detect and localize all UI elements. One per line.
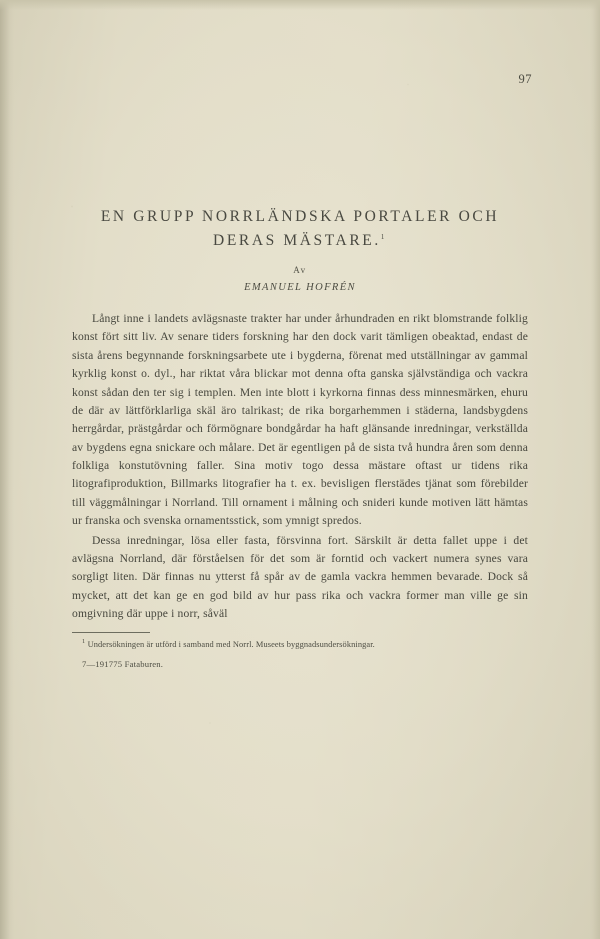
footnote-rule [72,632,150,633]
title-footnote-marker: 1 [380,232,387,241]
page-number: 97 [518,72,532,86]
footnote [72,637,528,651]
page-edge-shadow-top [0,0,600,10]
page-content [72,205,528,669]
page-title [72,205,528,253]
printer-signature: 7—191775 Fataburen. [82,659,164,670]
body-text [72,310,528,623]
page-edge-shadow-left [0,0,14,939]
footnote-text: Undersökningen är utförd i samband med Norrl. Museets byggnadsundersökningar. [87,640,375,650]
page-edge-shadow-right [590,0,600,939]
paragraph-2: Dessa inredningar, lösa eller fasta, försvinna fort. Särskilt är detta fallet uppe i det avlägsna Norrland, där förståelsen för det som är forntid och vackert numera synes vara sorgligt liten. Där finnas nu ytterst få spår av de gamla vackra hemmen bevarade. Dock så mycket, att det kan ge en god bild av hur pass rika och vackra former man ville ge sin omgivning där uppe i norr, såväl [72,533,528,621]
footnote-marker: 1 [82,638,86,646]
page-title-text: EN GRUPP NORRLÄNDSKA PORTALER OCH DERAS MÄSTARE. [100,208,500,250]
author-name: EMANUEL HOFRÉN [244,282,356,294]
paragraph-1: Långt inne i landets avlägsnaste trakter har under århundraden en rikt blomstrande folklig konst fört sitt liv. Av senare tiders forskning har den dock varit tämligen obeaktad, endast de sista årens begynnande forskningsarbete ute i bygderna, förenat med utställningar av gammal kyrklig konst o. dyl., har riktat våra blickar mot denna ofta ganska självständiga och vackra konst sådan den ter sig i templen. Men inte blott i kyrkorna finnas dess minnesmärken, ehuru de där av lättförklarliga skäl äro talrikast; de rika borgarhemmen i städerna, landsbygdens herrgårdar, prästgårdar och förmögnare bondgårdar ha haft glänsande inredningar, verkställda av bygdens egna snickare och målare. Det är egentligen på de sista två hundra åren som denna folkliga konstutövning faller. Sina motiv togo dessa mästare oftast ur tidens rika litografiproduktion, Billmarks litografier ha t. ex. bevisligen flerstädes tjänat som förebilder till väggmålningar i Norrland. Till ornament i målning och snideri kunde motiven lätt hämtas ur franska och svenska ornamentsstick, som ymnigt spredos. [72,312,528,528]
byline: Av [293,265,307,276]
